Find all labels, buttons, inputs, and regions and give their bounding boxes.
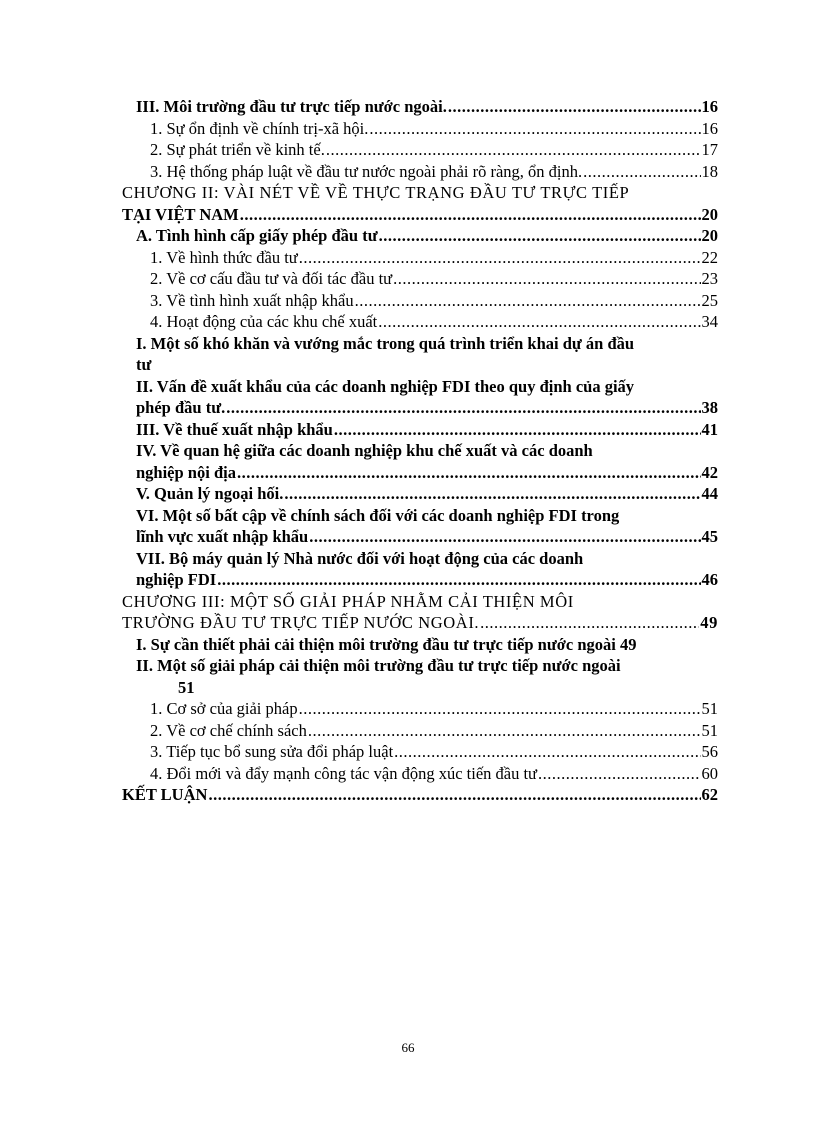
page-number: 66 (401, 1040, 415, 1055)
toc-entry: 4. Đổi mới và đẩy mạnh công tác vận động xúc tiến đầu tư ..... 60 (122, 763, 718, 785)
toc-entry: 1. Về hình thức đầu tư ..... 22 (122, 247, 718, 269)
toc-entry: A. Tình hình cấp giấy phép đầu tư ..... 20 (122, 225, 718, 247)
toc-entry: 1. Sự ổn định về chính trị-xã hội. ..... 16 (122, 118, 718, 140)
toc-entry: 1. Cơ sở của giải pháp ..... 51 (122, 698, 718, 720)
toc-entry: 2. Về cơ cấu đầu tư và đối tác đầu tư ..... 23 (122, 268, 718, 290)
toc-entry: II. Một số giải pháp cải thiện môi trường đầu tư trực tiếp nước ngoài 51 (136, 656, 621, 697)
toc-entry: 3. Tiếp tục bổ sung sửa đổi pháp luật ..... 56 (122, 741, 718, 763)
toc-entry: 2. Sự phát triển về kinh tế. ..... 17 (122, 139, 718, 161)
toc-entry: 3. Hệ thống pháp luật về đầu tư nước ngoài phải rõ ràng, ổn định. ..... 18 (122, 161, 718, 183)
toc-entry: VII. Bộ máy quản lý Nhà nước đối với hoạt động của các doanh nghiệp FDI ..... 46 (122, 548, 718, 591)
toc-chapter-heading: CHƯƠNG III: MỘT SỐ GIẢI PHÁP NHẰM CẢI THIỆN MÔI TRƯỜNG ĐẦU TƯ TRỰC TIẾP NƯỚC NGOÀI. ..... 49 (122, 591, 718, 634)
toc-entry: II. Vấn đề xuất khẩu của các doanh nghiệp FDI theo quy định của giấy phép đầu tư. ..... 38 (122, 376, 718, 419)
toc-entry: III. Về thuế xuất nhập khẩu ..... 41 (122, 419, 718, 441)
toc-entry: 3. Về tình hình xuất nhập khẩu ..... 25 (122, 290, 718, 312)
toc-entry: V. Quản lý ngoại hối. ..... 44 (122, 483, 718, 505)
toc-entry-conclusion: KẾT LUẬN ..... 62 (122, 784, 718, 806)
table-of-contents (122, 96, 718, 806)
toc-entry: I. Một số khó khăn và vướng mắc trong quá trình triển khai dự án đầu tư (136, 333, 635, 374)
toc-entry: III. Môi trường đầu tư trực tiếp nước ngoài. ..... 16 (122, 96, 718, 118)
toc-entry: IV. Về quan hệ giữa các doanh nghiệp khu chế xuất và các doanh nghiệp nội địa ..... 42 (122, 440, 718, 483)
toc-entry: 2. Về cơ chế chính sách ..... 51 (122, 720, 718, 742)
toc-entry: VI. Một số bất cập về chính sách đối với các doanh nghiệp FDI trong lĩnh vực xuất nhập khẩu ..... 45 (122, 505, 718, 548)
toc-chapter-heading: CHƯƠNG II: VÀI NÉT VỀ VỀ THỰC TRẠNG ĐẦU TƯ TRỰC TIẾP TẠI VIỆT NAM ..... 20 (122, 182, 718, 225)
toc-entry: 4. Hoạt động của các khu chế xuất ..... 34 (122, 311, 718, 333)
toc-entry: I. Sự cần thiết phải cải thiện môi trường đầu tư trực tiếp nước ngoài 49 (136, 634, 637, 654)
